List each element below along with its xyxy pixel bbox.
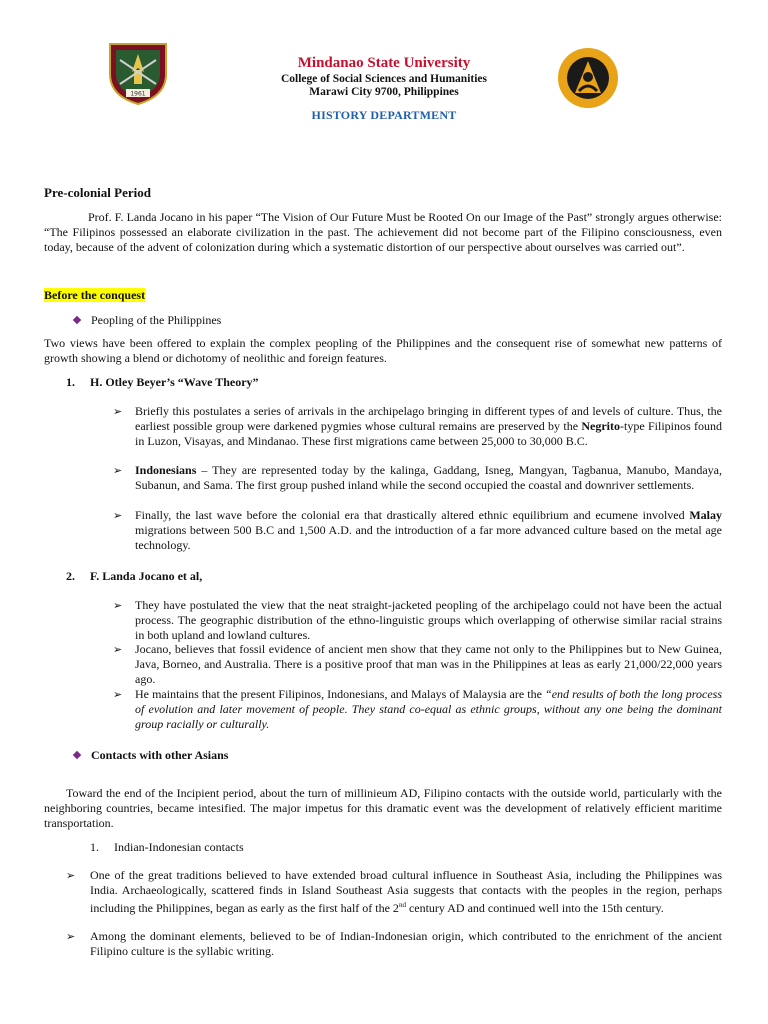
college-name: College of Social Sciences and Humanities: [280, 73, 488, 85]
contacts-item-1: One of the great traditions believed to have extended broad cultural influence in Southeast Asia, including the Philippines was India. Archaeologically, scattered finds in Island Southeast Asia suggests that contacts with the peoples in the region, perhaps including the Philippines, began as early as the first half of the 2nd century AD and continued well into the 15th century.: [90, 868, 722, 915]
contacts-paragraph: Toward the end of the Incipient period, about the turn of millinieum AD, Filipino contacts with the outside world, particularly with the neighboring countries, became intesified. The major impetus for this dramatic event was the development of relatively efficient maritime transportation.: [44, 786, 722, 830]
indian-contacts-title: Indian-Indonesian contacts: [114, 840, 244, 854]
wave-item-2: Indonesians – They are represented today by the kalinga, Gaddang, Isneg, Mangyan, Tagbanua, Manubo, Mandaya, Subanun, and Sama. The first group pushed inland while the second occupied the coastal and downriver settlements.: [135, 463, 722, 492]
bullet-peopling: Peopling of the Philippines: [91, 313, 222, 327]
arrow-bullet-icon: ➢: [113, 510, 123, 522]
university-address: Marawi City 9700, Philippines: [309, 86, 459, 98]
diamond-bullet-icon: [73, 751, 81, 759]
left-logo: [104, 40, 172, 106]
wave-item-1: Briefly this postulates a series of arrivals in the archipelago bringing in different types of and levels of culture. Thus, the earliest possible group were darkened pygmies whose cultural remains are preserved by the Negrito-type Filipinos found in Luzon, Visayas, and Mindanao. These first migrations came between 25,000 to 30,000 B.C.: [135, 404, 722, 448]
arrow-bullet-icon: ➢: [113, 689, 123, 701]
section-heading-before-conquest: Before the conquest: [44, 288, 146, 302]
section-heading-precolonial: Pre-colonial Period: [44, 185, 151, 200]
jocano-item-1: They have postulated the view that the neat straight-jacketed peopling of the archipelago could not have been the actual process. The geographic distribution of the ethno-linguistic groups which overlapping of otherwise similar racial strains in both upland and lowland cultures.: [135, 598, 722, 642]
arrow-bullet-icon: ➢: [113, 406, 123, 418]
university-name: Mindanao State University: [297, 55, 471, 71]
jocano-title: F. Landa Jocano et al,: [90, 569, 203, 583]
logo-year: 1961: [130, 90, 146, 98]
jocano-number: 2.: [66, 569, 75, 583]
jocano-item-3: He maintains that the present Filipinos, Indonesians, and Malays of Malaysia are the “end results of both the long process of evolution and later movement of people. They stand co-equal as ethnic groups, without any one being the dominant group racially or culturally.: [135, 687, 723, 731]
arrow-bullet-icon: ➢: [113, 644, 123, 656]
wave-theory-title: H. Otley Beyer’s “Wave Theory”: [90, 375, 259, 389]
diamond-bullet-icon: [73, 316, 81, 324]
wave-item-3: Finally, the last wave before the colonial era that drastically altered ethnic equilibrium and ecumene involved Malay migrations between 500 B.C and 1,500 A.D. and the introduction of a far more advanced culture based on the metal age technology.: [135, 508, 722, 552]
contacts-item-2: Among the dominant elements, believed to be of Indian-Indonesian origin, which contributed to the enrichment of the ancient Filipino culture is the syllabic writing.: [90, 929, 722, 958]
wave-theory-number: 1.: [66, 375, 75, 389]
two-views-paragraph: Two views have been offered to explain the complex peopling of the Philippines and the consequent rise of somewhat new patterns of growth showing a blend or dichotomy of neolithic and foreign features.: [44, 336, 722, 365]
department-name: HISTORY DEPARTMENT: [311, 108, 457, 122]
indian-contacts-number: 1.: [90, 840, 99, 854]
arrow-bullet-icon: ➢: [66, 931, 76, 943]
precolonial-paragraph: Prof. F. Landa Jocano in his paper “The Vision of Our Future Must be Rooted On our Image of the Past” strongly argues otherwise: “The Filipinos possessed an elaborate civilization in the past. The achievement did not become part of the Filipino consciousness, even today, because of the advent of colonization during which a systematic distortion of our perspective about ourselves was carried out”.: [44, 210, 722, 254]
arrow-bullet-icon: ➢: [66, 870, 76, 882]
arrow-bullet-icon: ➢: [113, 465, 123, 477]
jocano-item-2: Jocano, believes that fossil evidence of ancient men show that they came not only to the Philippines but to New Guinea, Java, Borneo, and Australia. There is a positive proof that man was in the Philippines at leas as early 21,000/22,000 years ago.: [135, 642, 722, 686]
contacts-heading: Contacts with other Asians: [91, 748, 229, 762]
arrow-bullet-icon: ➢: [113, 600, 123, 612]
